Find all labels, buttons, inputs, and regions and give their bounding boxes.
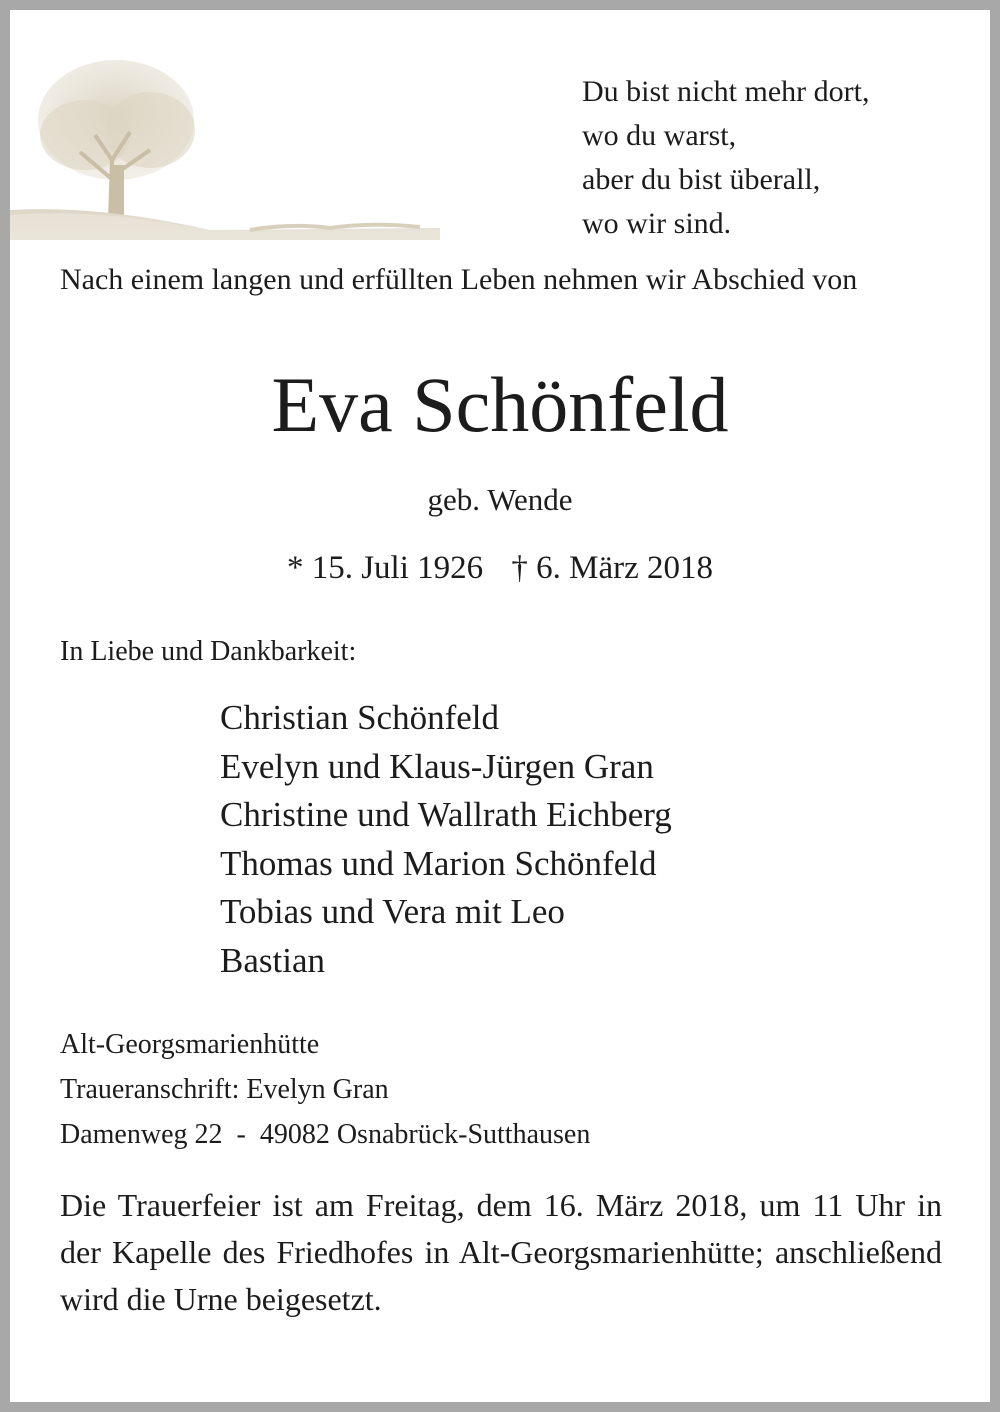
poem-line: aber du bist überall, xyxy=(582,163,821,196)
birth-date: * 15. Juli 1926 xyxy=(286,550,484,586)
mourner: Thomas und Marion Schönfeld xyxy=(220,843,657,883)
poem xyxy=(582,70,869,246)
contact: Traueranschrift: Evelyn Gran xyxy=(60,1074,389,1105)
maiden-name: geb. Wende xyxy=(427,482,573,517)
place: Alt-Georgsmarienhütte xyxy=(60,1029,320,1060)
mourner: Tobias und Vera mit Leo xyxy=(220,892,565,931)
mourners-list xyxy=(220,694,672,985)
deceased-name: Eva Schönfeld xyxy=(271,361,729,448)
poem-line: Du bist nicht mehr dort, xyxy=(582,75,870,108)
street: Damenweg 22 - 49082 Osnabrück-Sutthausen xyxy=(60,1119,591,1150)
mourner: Bastian xyxy=(220,940,325,980)
address-block xyxy=(60,1022,590,1157)
death-date: † 6. März 2018 xyxy=(511,550,714,586)
tree-icon xyxy=(38,60,195,223)
intro-text: Nach einem langen und erfüllten Leben nehmen wir Abschied von xyxy=(60,263,858,296)
mourner: Christian Schönfeld xyxy=(220,698,499,737)
poem-line: wo wir sind. xyxy=(582,207,732,240)
tree-landscape-illustration xyxy=(10,40,440,240)
poem-line: wo du warst, xyxy=(582,119,737,152)
life-dates xyxy=(10,550,990,587)
mourner: Christine und Wallrath Eichberg xyxy=(220,795,672,834)
service-info: Die Trauerfeier ist am Freitag, dem 16. März 2018, um 11 Uhr in der Kapelle des Friedhofes in Alt-Georgsmarienhütte; anschließend wird die Urne beigesetzt. xyxy=(60,1187,942,1317)
obituary-notice xyxy=(10,10,990,1402)
mourners-label: In Liebe und Dankbarkeit: xyxy=(60,636,357,667)
mourner: Evelyn und Klaus-Jürgen Gran xyxy=(220,746,654,786)
